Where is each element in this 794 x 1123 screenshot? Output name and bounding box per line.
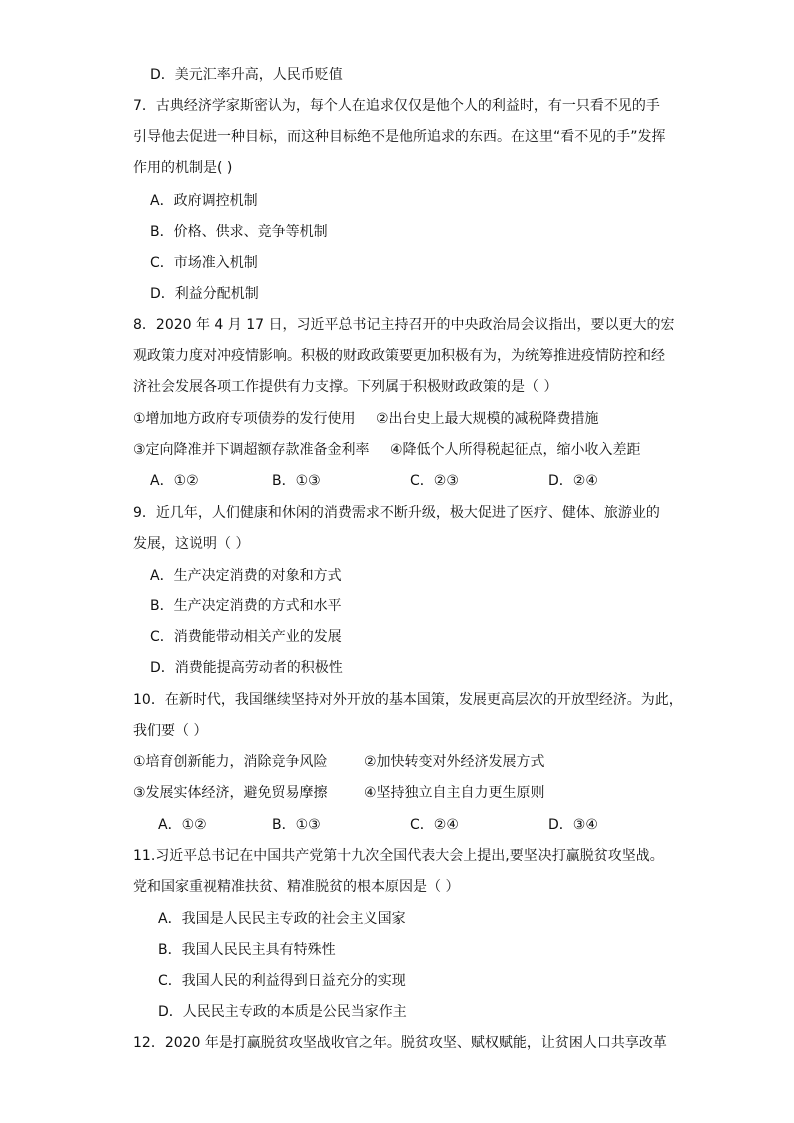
q8-stem-line-2: 观政策力度对冲疫情影响。积极的财政政策要更加积极有为，为统筹推进疫情防控和经 bbox=[133, 348, 665, 364]
q10-stem-line-1: 10．在新时代，我国继续坚持对外开放的基本国策，发展更高层次的开放型经济。为此， bbox=[133, 692, 683, 708]
q8-statement-2: ②出台史上最大规模的减税降费措施 bbox=[376, 411, 599, 427]
q7-option-b: B．价格、供求、竞争等机制 bbox=[150, 224, 328, 240]
q9-option-a: A．生产决定消费的对象和方式 bbox=[150, 568, 342, 584]
q8-stem-line-3: 济社会发展各项工作提供有力支撑。下列属于积极财政政策的是（ ） bbox=[133, 379, 558, 395]
q8-option-d: D．②④ bbox=[548, 473, 598, 489]
q10-option-b: B．①③ bbox=[272, 817, 321, 833]
q9-stem-line-2: 发展，这说明（ ） bbox=[133, 536, 250, 552]
q10-statement-4: ④坚持独立自主自力更生原则 bbox=[364, 785, 545, 801]
q11-stem-line-1: 11.习近平总书记在中国共产党第十九次全国代表大会上提出,要坚决打赢脱贫攻坚战。 bbox=[133, 848, 664, 864]
q7-option-a: A．政府调控机制 bbox=[150, 193, 258, 209]
q8-statement-3: ③定向降准并下调超额存款准备金利率 bbox=[133, 442, 370, 458]
q9-option-c: C．消费能带动相关产业的发展 bbox=[150, 629, 342, 645]
q7-option-c: C．市场准入机制 bbox=[150, 255, 258, 271]
q8-statement-1: ①增加地方政府专项债券的发行使用 bbox=[133, 411, 356, 427]
q8-option-b: B．①③ bbox=[272, 473, 321, 489]
q10-option-d: D．③④ bbox=[548, 817, 598, 833]
q10-option-a: A．①② bbox=[158, 817, 207, 833]
q8-option-a: A．①② bbox=[150, 473, 199, 489]
q10-stem-line-2: 我们要（ ） bbox=[133, 723, 208, 739]
q12-stem-line-1: 12．2020 年是打赢脱贫攻坚战收官之年。脱贫攻坚、赋权赋能，让贫困人口共享改革 bbox=[133, 1035, 667, 1051]
q11-stem-line-2: 党和国家重视精准扶贫、精准脱贫的根本原因是（ ） bbox=[133, 879, 460, 895]
q9-stem-line-1: 9．近几年，人们健康和休闲的消费需求不断升级，极大促进了医疗、健体、旅游业的 bbox=[133, 505, 660, 521]
q6-option-d: D．美元汇率升高，人民币贬值 bbox=[150, 67, 343, 83]
q11-option-c: C．我国人民的利益得到日益充分的实现 bbox=[158, 973, 406, 989]
q9-option-d: D．消费能提高劳动者的积极性 bbox=[150, 660, 343, 676]
q7-stem-line-3: 作用的机制是( ) bbox=[133, 160, 233, 176]
q10-statement-3: ③发展实体经济，避免贸易摩擦 bbox=[133, 785, 328, 801]
q7-stem-line-2: 引导他去促进一种目标，而这种目标绝不是他所追求的东西。在这里“看不见的手”发挥 bbox=[133, 129, 666, 145]
q8-statement-4: ④降低个人所得税起征点，缩小收入差距 bbox=[390, 442, 641, 458]
q10-statement-2: ②加快转变对外经济发展方式 bbox=[364, 754, 545, 770]
q9-option-b: B．生产决定消费的方式和水平 bbox=[150, 598, 342, 614]
q8-stem-line-1: 8．2020 年 4 月 17 日，习近平总书记主持召开的中央政治局会议指出，要以更大的宏 bbox=[133, 317, 675, 333]
q7-option-d: D．利益分配机制 bbox=[150, 286, 259, 302]
q8-option-c: C．②③ bbox=[410, 473, 459, 489]
q7-stem-line-1: 7．古典经济学家斯密认为，每个人在追求仅仅是他个人的利益时，有一只看不见的手 bbox=[133, 98, 660, 114]
q10-option-c: C．②④ bbox=[410, 817, 459, 833]
q11-option-b: B．我国人民民主具有特殊性 bbox=[158, 942, 336, 958]
q11-option-a: A．我国是人民民主专政的社会主义国家 bbox=[158, 911, 406, 927]
q10-statement-1: ①培育创新能力，消除竞争风险 bbox=[133, 754, 328, 770]
q11-option-d: D．人民民主专政的本质是公民当家作主 bbox=[158, 1004, 407, 1020]
